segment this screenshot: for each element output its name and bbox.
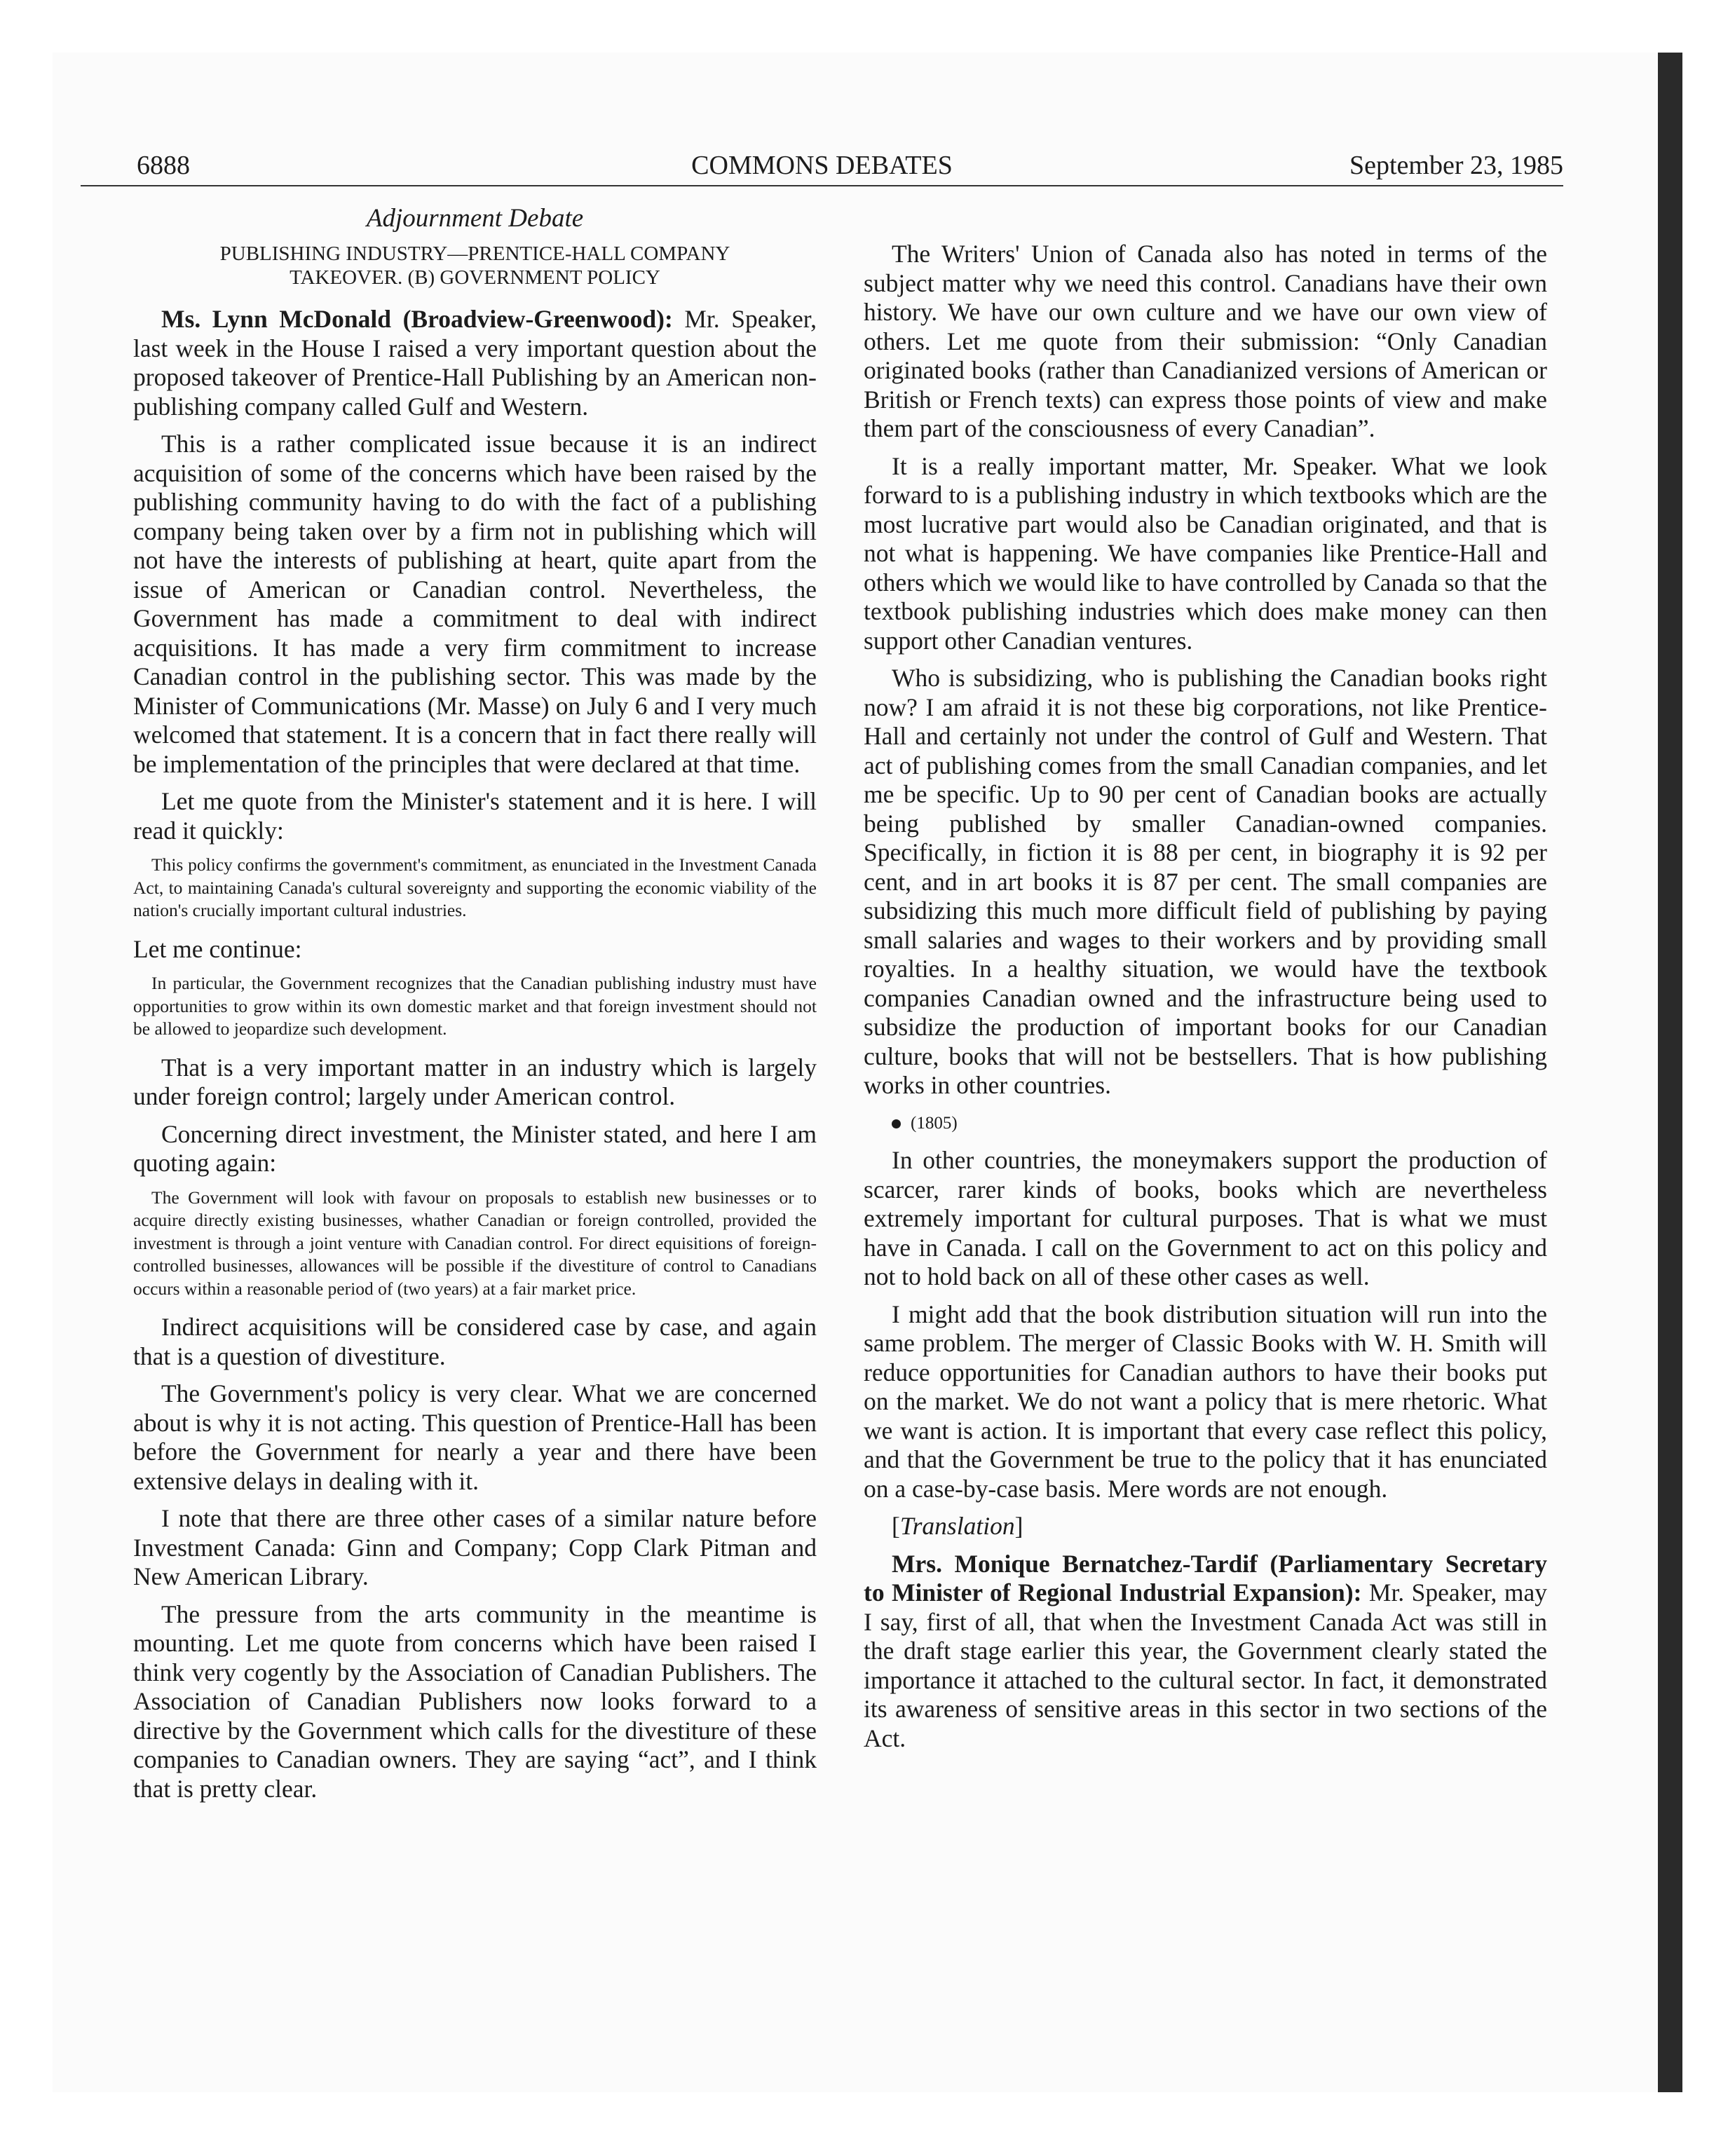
paragraph: Concerning direct investment, the Minister stated, and here I am quoting again: <box>133 1119 817 1177</box>
speaker-name: Ms. Lynn McDonald (Broadview-Greenwood): <box>161 305 673 333</box>
right-column <box>864 240 1547 1761</box>
paragraph: I might add that the book distribution situation will run into the same problem. The merger of Classic Books with W. H. Smith will reduce opportunities for Canadian authors to have their books put on the market. We do not want a policy that is mere rhetoric. What we want is action. It is important that every case reflect this policy, and that the Government be true to the policy that it has enunciated on a case-by-case basis. Mere words are not enough. <box>864 1299 1547 1503</box>
paragraph: The Government's policy is very clear. What we are concerned about is why it is not acting. This question of Prentice-Hall has been before the Government for nearly a year and there have been extensive delays in dealing with it. <box>133 1379 817 1495</box>
subtitle-line-2: TAKEOVER. (B) GOVERNMENT POLICY <box>290 266 660 289</box>
translation-label: Translation <box>899 1512 1015 1540</box>
section-subtitle <box>133 243 817 289</box>
paragraph: In other countries, the moneymakers support the production of scarcer, rarer kinds of books, books which are nevertheless extremely important for cultural purposes. That is what we must have in Canada. I call on the Government to act on this policy and not to hold back on all of these other cases as well. <box>864 1146 1547 1290</box>
paragraph-text: Mr. Speaker, last week in the House I raised a very important question about the proposed takeover of Prentice-Hall Publishing by an American non-publishing company called Gulf and Western. <box>133 305 817 421</box>
paragraph: I note that there are three other cases of a similar nature before Investment Canada: Ginn and Company; Copp Clark Pitman and New American Library. <box>133 1504 817 1590</box>
time-marker <box>864 1109 1547 1138</box>
paragraph: The pressure from the arts community in the meantime is mounting. Let me quote from concerns which have been raised I think very cogently by the Association of Canadian Publishers. The Association of Canadian Publishers now looks forward to a directive by the Government which calls for the divestiture of these companies to Canadian owners. They are saying “act”, and I think that is pretty clear. <box>133 1599 817 1803</box>
page-header <box>81 147 1563 186</box>
publication-title: COMMONS DEBATES <box>691 151 953 180</box>
paragraph <box>133 305 817 421</box>
page-date: September 23, 1985 <box>1349 151 1563 180</box>
paragraph: This is a rather complicated issue because it is an indirect acquisition of some of the concerns which have been raised by the publishing community having to do with the fact of a publishing company being taken over by a firm not in publishing which will not have the interests of publishing at heart, quite apart from the issue of American or Canadian control. Nevertheless, the Government has made a commitment to deal with indirect acquisitions. It has made a very firm commitment to increase Canadian control in the publishing sector. This was made by the Minister of Communications (Mr. Masse) on July 6 and I very much welcomed that statement. It is a concern that in fact there really will be implementation of the principles that were declared at that time. <box>133 430 817 778</box>
block-quote: In particular, the Government recognizes that the Canadian publishing industry must have opportunities to grow within its own domestic market and that foreign investment should not be allowed to jeopardize such development. <box>133 973 817 1039</box>
scan-edge-shadow <box>1658 53 1682 2092</box>
left-column <box>133 203 817 1812</box>
paragraph: That is a very important matter in an industry which is largely under foreign control; largely under American control. <box>133 1053 817 1110</box>
paragraph: Indirect acquisitions will be considered case by case, and again that is a question of divestiture. <box>133 1313 817 1370</box>
paragraph: Let me continue: <box>133 934 302 963</box>
translation-marker: [Translation] <box>892 1512 1023 1540</box>
paragraph: The Writers' Union of Canada also has noted in terms of the subject matter why we need this control. Canadians have their own history. We have our own culture and we have our own view of others. Let me quote from their submission: “Only Canadian originated books (rather than Canadianized versions of American or British or French texts) can express those points of view and make them part of the consciousness of every Canadian”. <box>864 240 1547 442</box>
block-quote: This policy confirms the government's commitment, as enunciated in the Investment Canada Act, to maintaining Canada's cultural sovereignty and supporting the economic viability of the nation's crucially important cultural industries. <box>133 854 817 920</box>
speaker-name: Mrs. Monique Bernatchez-Tardif (Parliamentary Secretary to Minister of Regional Industrial Expansion): <box>864 1549 1547 1606</box>
paragraph: Who is subsidizing, who is publishing the Canadian books right now? I am afraid it is not these big corporations, not like Prentice-Hall and certainly not under the control of Gulf and Western. That act of publishing comes from the small Canadian companies, and let me be specific. Up to 90 per cent of Canadian books are actually being published by smaller Canadian-owned companies. Specifically, in fiction it is 88 per cent, in biography it is 92 per cent, and in art books it is 87 per cent. The small companies are subsidizing this much more difficult field of publishing by paying small salaries and wages to their workers and by providing small royalties. In a healthy situation, we would have the textbook companies Canadian owned and the infrastructure being used to subsidize the production of important books for our Canadian culture, books that will not be bestsellers. That is how publishing works in other countries. <box>864 664 1547 1099</box>
paragraph <box>864 1550 1547 1754</box>
subtitle-line-1: PUBLISHING INDUSTRY—PRENTICE-HALL COMPANY <box>219 243 730 265</box>
bullet-dot-icon <box>892 1119 901 1128</box>
page-number: 6888 <box>137 151 190 180</box>
time-marker-text: (1805) <box>911 1113 958 1133</box>
paragraph: Let me quote from the Minister's statement and it is here. I will read it quickly: <box>133 787 817 845</box>
paragraph: It is a really important matter, Mr. Speaker. What we look forward to is a publishing industry in which textbooks which are the most lucrative part would also be Canadian originated, and that is not what is happening. We have companies like Prentice-Hall and others which we would like to have controlled by Canada so that the textbook publishing industries which does make money can then support other Canadian ventures. <box>864 451 1547 655</box>
section-title: Adjournment Debate <box>366 204 584 233</box>
paragraph-text: Mr. Speaker, may I say, first of all, that when the Investment Canada Act was still in the draft stage earlier this year, the Government clearly stated the importance it attached to the cultural sector. In fact, it demonstrated its awareness of sensitive areas in this sector in two sections of the Act. <box>864 1578 1547 1752</box>
block-quote: The Government will look with favour on proposals to establish new businesses or to acquire directly existing businesses, whather Canadian or foreign controlled, provided the investment is through a joint venture with Canadian control. For direct equisitions of foreign-controlled businesses, allowances will be possible if the divestiture of control to Canadians occurs within a reasonable period of (two years) at a fair market price. <box>133 1187 817 1299</box>
